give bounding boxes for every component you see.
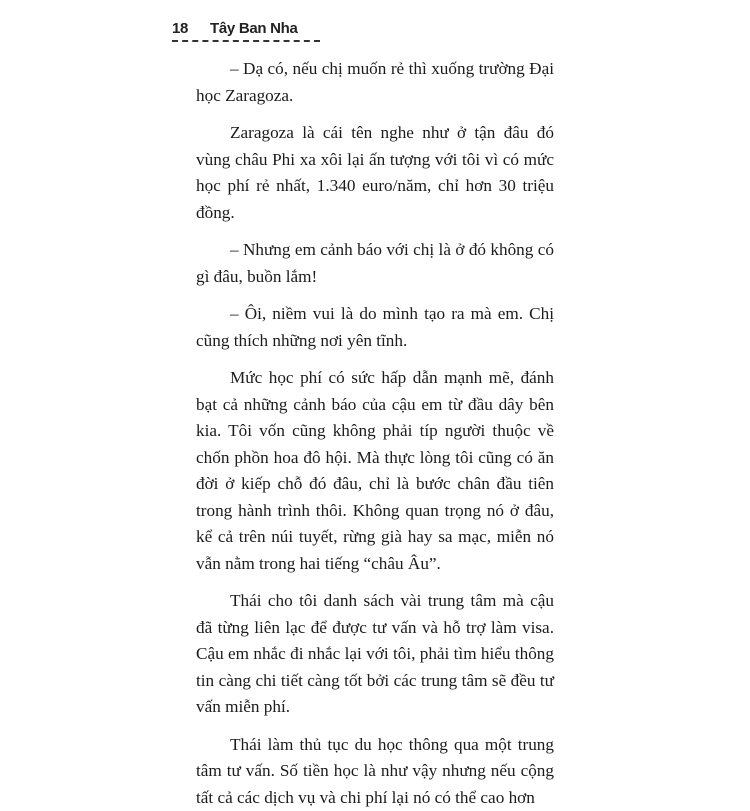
paragraph-1: – Dạ có, nếu chị muốn rẻ thì xuống trường Đại học Zaragoza. [196, 56, 554, 109]
page-number: 18 [172, 20, 188, 37]
body-text [196, 56, 554, 811]
paragraph-5: Mức học phí có sức hấp dẫn mạnh mẽ, đánh bạt cả những cảnh báo của cậu em từ đầu dây bên kia. Tôi vốn cũng không phải típ người thuộc về chốn phồn hoa đô hội. Mà thực lòng tôi cũng có ăn đời ở kiếp chỗ đó đâu, chỉ là bước chân đầu tiên trong hành trình thôi. Không quan trọng nó ở đâu, kể cả trên núi tuyết, rừng già hay sa mạc, miễn nó vẫn nằm trong hai tiếng “châu Âu”. [196, 365, 554, 577]
paragraph-3: – Nhưng em cảnh báo với chị là ở đó không có gì đâu, buồn lắm! [196, 237, 554, 290]
paragraph-4: – Ôi, niềm vui là do mình tạo ra mà em. Chị cũng thích những nơi yên tĩnh. [196, 301, 554, 354]
paragraph-6: Thái cho tôi danh sách vài trung tâm mà cậu đã từng liên lạc để được tư vấn và hỗ trợ làm visa. Cậu em nhắc đi nhắc lại với tôi, phải tìm hiểu thông tin càng chi tiết càng tốt bởi các trung tâm sẽ đều tư vấn miễn phí. [196, 588, 554, 721]
paragraph-2: Zaragoza là cái tên nghe như ở tận đâu đó vùng châu Phi xa xôi lại ấn tượng với tôi vì có mức học phí rẻ nhất, 1.340 euro/năm, chỉ hơn 30 triệu đồng. [196, 120, 554, 226]
header-dashed-rule [172, 40, 320, 42]
book-title: Tây Ban Nha [210, 20, 298, 37]
paragraph-7: Thái làm thủ tục du học thông qua một trung tâm tư vấn. Số tiền học là như vậy nhưng nếu cộng tất cả các dịch vụ và chi phí lại nó có thể cao hơn [196, 732, 554, 811]
